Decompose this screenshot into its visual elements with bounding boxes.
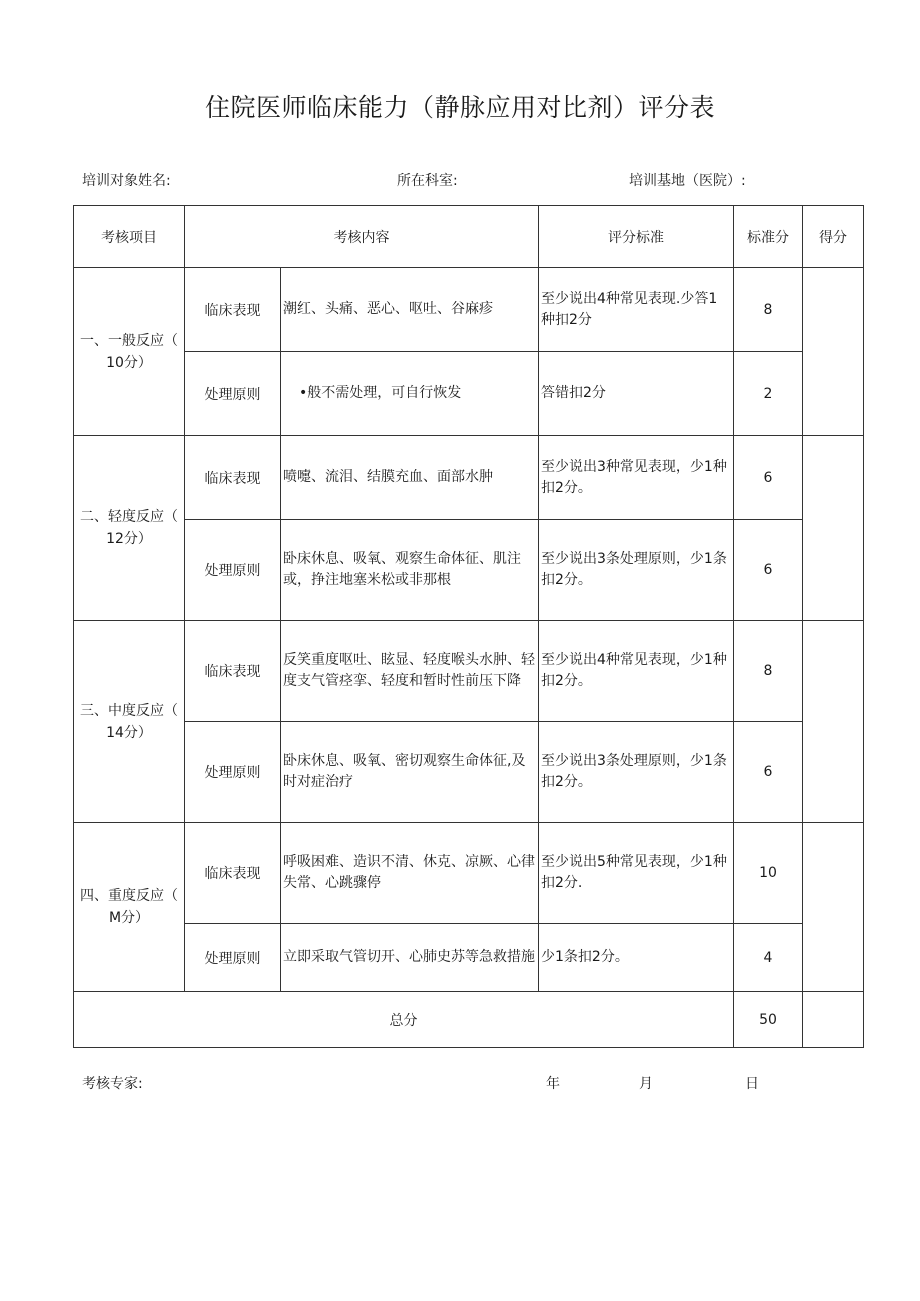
section-item	[74, 621, 185, 823]
total-label: 总分	[74, 992, 734, 1048]
sub-item: 处理原则	[185, 722, 281, 823]
table-row	[74, 268, 864, 352]
criteria-cell: 答错扣2分	[539, 352, 734, 436]
content-cell: 卧床休息、吸氧、密切观察生命体征,及时对症治疗	[281, 722, 539, 823]
header-criteria: 评分标准	[539, 206, 734, 268]
standard-score-cell: 6	[734, 436, 803, 520]
total-value: 50	[734, 992, 803, 1048]
month-label: 月	[639, 1076, 653, 1092]
sub-item: 临床表现	[185, 823, 281, 924]
score-input-cell[interactable]	[803, 621, 864, 823]
sub-item: 临床表现	[185, 268, 281, 352]
score-table	[73, 205, 864, 1048]
sub-item: 临床表现	[185, 621, 281, 722]
standard-score-cell: 10	[734, 823, 803, 924]
total-row	[74, 992, 864, 1048]
section-item-line2: M分）	[108, 910, 150, 926]
criteria-cell: 少1条扣2分。	[539, 924, 734, 992]
table-row	[74, 924, 864, 992]
section-item-line1: 三、中度反应（	[80, 702, 178, 719]
year-label: 年	[546, 1076, 560, 1092]
header-score: 得分	[803, 206, 864, 268]
sub-item: 处理原则	[185, 352, 281, 436]
content-cell: 立即采取气管切开、心肺史苏等急救措施	[281, 924, 539, 992]
section-item-line2: 10分）	[106, 354, 152, 371]
standard-score-cell: 8	[734, 268, 803, 352]
sub-item: 处理原则	[185, 520, 281, 621]
table-row	[74, 823, 864, 924]
content-cell: 反笑重度呕吐、眩显、轻度喉头水肿、轻度支气管痉挛、轻度和暂时性前压下降	[281, 621, 539, 722]
criteria-cell: 至少说出3条处理原则，少1条扣2分。	[539, 520, 734, 621]
table-row	[74, 621, 864, 722]
content-cell: 潮红、头痛、恶心、呕吐、谷麻疹	[281, 268, 539, 352]
total-score-input-cell[interactable]	[803, 992, 864, 1048]
table-row	[74, 520, 864, 621]
table-row	[74, 436, 864, 520]
section-item-line1: 四、重度反应（	[80, 888, 178, 904]
page-title: 住院医师临床能力（静脉应用对比剂）评分表	[204, 93, 715, 122]
score-input-cell[interactable]	[803, 823, 864, 992]
section-item-line2: 12分）	[106, 531, 152, 547]
department-label: 所在科室:	[397, 173, 458, 189]
content-cell: •般不需处理，可自行恢发	[281, 352, 539, 436]
criteria-cell: 至少说出3种常见表现，少1种扣2分。	[539, 436, 734, 520]
trainee-name-label: 培训对象姓名:	[82, 173, 171, 189]
section-item-line1: 二、轻度反应（	[80, 509, 178, 525]
table-row	[74, 722, 864, 823]
header-content: 考核内容	[185, 206, 539, 268]
criteria-cell: 至少说出4种常见表现.少答1种扣2分	[539, 268, 734, 352]
content-cell: 呼吸困难、造识不清、休克、凉厥、心律失常、心跳骤停	[281, 823, 539, 924]
sub-item: 临床表现	[185, 436, 281, 520]
header-item: 考核项目	[74, 206, 185, 268]
criteria-cell: 至少说出4种常见表现，少1种扣2分。	[539, 621, 734, 722]
standard-score-cell: 2	[734, 352, 803, 436]
standard-score-cell: 4	[734, 924, 803, 992]
day-label: 日	[745, 1076, 759, 1092]
content-cell: 喷嚏、流泪、结膜充血、面部水肿	[281, 436, 539, 520]
sub-item: 处理原则	[185, 924, 281, 992]
section-item	[74, 823, 185, 992]
examiner-label: 考核专家:	[82, 1076, 143, 1092]
section-item	[74, 436, 185, 621]
standard-score-cell: 6	[734, 520, 803, 621]
section-item	[74, 268, 185, 436]
table-header-row	[74, 206, 864, 268]
content-cell: 卧床休息、吸氧、观察生命体征、肌注或，挣注地塞米松或非那根	[281, 520, 539, 621]
criteria-cell: 至少说出3条处理原则，少1条扣2分。	[539, 722, 734, 823]
criteria-cell: 至少说出5种常见表现，少1种扣2分.	[539, 823, 734, 924]
standard-score-cell: 8	[734, 621, 803, 722]
table-row	[74, 352, 864, 436]
score-input-cell[interactable]	[803, 268, 864, 436]
training-base-label: 培训基地（医院）:	[629, 173, 746, 189]
section-item-line1: 一、一般反应（	[80, 332, 178, 349]
header-standard-score: 标准分	[734, 206, 803, 268]
section-item-line2: 14分）	[106, 724, 152, 741]
score-input-cell[interactable]	[803, 436, 864, 621]
standard-score-cell: 6	[734, 722, 803, 823]
